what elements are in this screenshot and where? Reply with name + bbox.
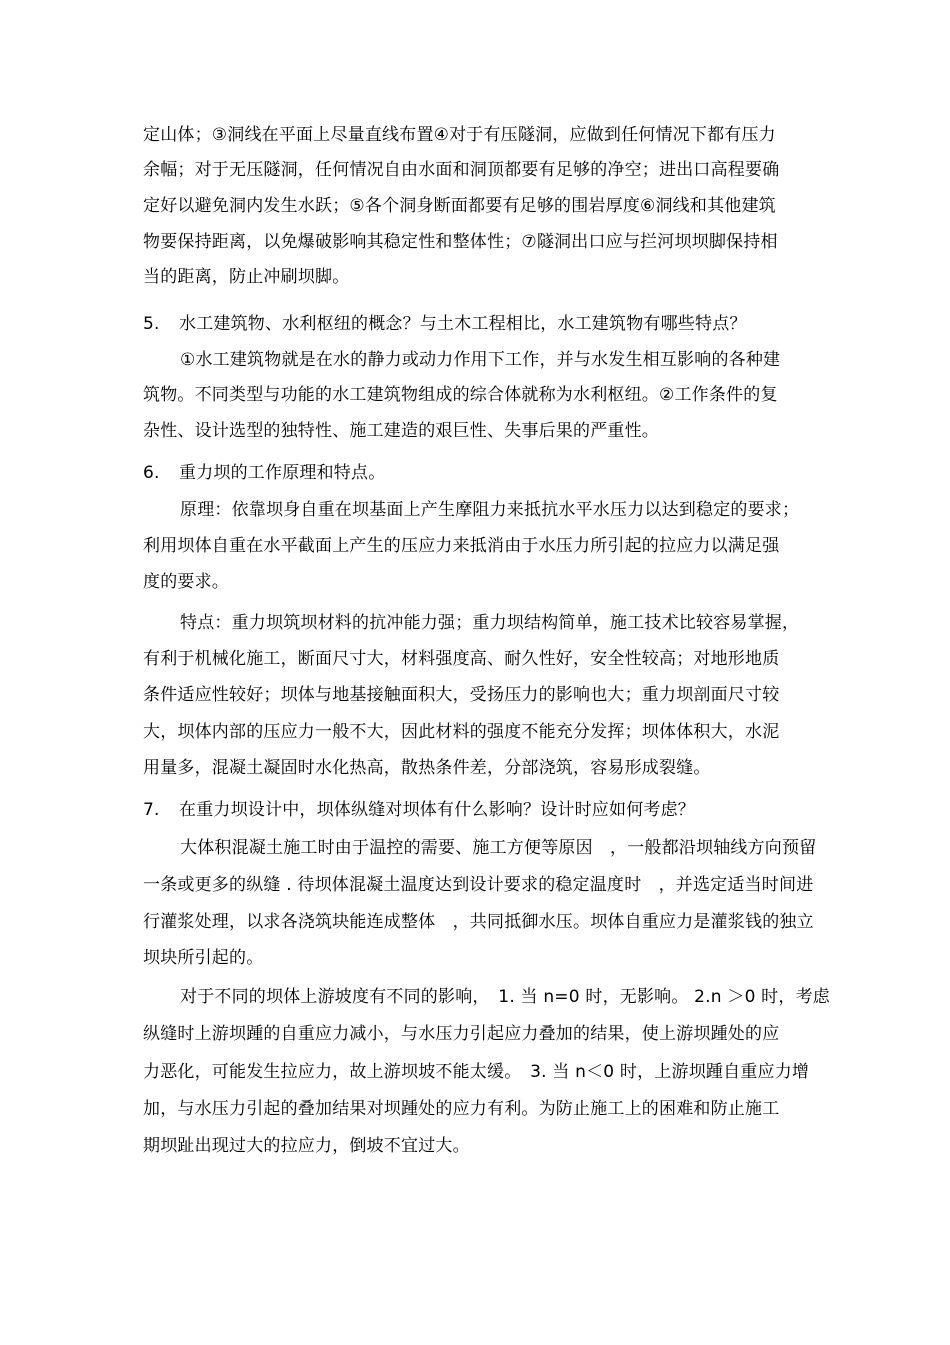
paragraph-line: 筑物。不同类型与功能的水工建筑物组成的综合体就称为水利枢纽。②工作条件的复	[143, 385, 778, 405]
question-text: 水工建筑物、水利枢纽的概念？与土木工程相比，水工建筑物有哪些特点？	[179, 314, 747, 334]
paragraph-line: 定山体；③洞线在平面上尽量直线布置④对于有压隧洞，应做到任何情况下都有压力	[143, 125, 776, 145]
paragraph-line: 杂性、设计选型的独特性、施工建造的艰巨性、失事后果的严重性。	[143, 421, 659, 441]
paragraph-line: 一条或更多的纵缝 . 待坝体混凝土温度达到设计要求的稳定温度时 ，并选定适当时间进	[143, 875, 814, 895]
paragraph-line: 坝块所引起的。	[143, 948, 264, 968]
paragraph-line: 度的要求。	[143, 572, 229, 592]
paragraph-line: 有利于机械化施工，断面尺寸大，材料强度高、耐久性好，安全性较高；对地形地质	[143, 649, 780, 669]
question-7	[143, 799, 695, 821]
paragraph-line: 纵缝时上游坝踵的自重应力减小，与水压力引起应力叠加的结果，使上游坝踵处的应	[143, 1024, 780, 1044]
question-number: 6.	[143, 463, 160, 483]
paragraph-line: 加，与水压力引起的叠加结果对坝踵处的应力有利。为防止施工上的困难和防止施工	[143, 1099, 780, 1119]
paragraph-line: ①水工建筑物就是在水的静力或动力作用下工作，并与水发生相互影响的各种建	[180, 350, 781, 370]
paragraph-line: 大，坝体内部的压应力一般不大，因此材料的强度不能充分发挥；坝体体积大，水泥	[143, 722, 780, 742]
paragraph-line: 定好以避免洞内发生水跃；⑤各个洞身断面都要有足够的围岩厚度⑥洞线和其他建筑	[143, 196, 776, 216]
paragraph-line: 用量多，混凝土凝固时水化热高，散热条件差，分部浇筑，容易形成裂缝。	[143, 758, 711, 778]
paragraph-line: 对于不同的坝体上游坡度有不同的影响， 1. 当 n=0 时，无影响。 2.n ＞0 时，考虑	[180, 987, 830, 1007]
paragraph-line: 力恶化，可能发生拉应力，故上游坝坡不能太缓。 3. 当 n＜0 时，上游坝踵自重应力增	[143, 1062, 810, 1082]
paragraph-line: 物要保持距离，以免爆破影响其稳定性和整体性；⑦隧洞出口应与拦河坝坝脚保持相	[143, 232, 778, 252]
question-number: 5.	[143, 314, 160, 334]
paragraph-line: 原理：依靠坝身自重在坝基面上产生摩阻力来抵抗水平水压力以达到稳定的要求；	[180, 500, 800, 520]
question-text: 在重力坝设计中，坝体纵缝对坝体有什么影响？设计时应如何考虑？	[179, 800, 695, 820]
question-number: 7.	[143, 800, 160, 820]
question-6	[143, 462, 385, 484]
question-text: 重力坝的工作原理和特点。	[179, 463, 386, 483]
paragraph-line: 大体积混凝土施工时由于温控的需要、施工方便等原因 ，一般都沿坝轴线方向预留	[180, 838, 817, 858]
question-5	[143, 313, 747, 335]
paragraph-line: 当的距离，防止冲刷坝脚。	[143, 267, 350, 287]
paragraph-line: 利用坝体自重在水平截面上产生的压应力来抵消由于水压力所引起的拉应力以满足强	[143, 536, 780, 556]
paragraph-line: 期坝趾出现过大的拉应力，倒坡不宜过大。	[143, 1136, 470, 1156]
paragraph-line: 特点：重力坝筑坝材料的抗冲能力强；重力坝结构简单，施工技术比较容易掌握，	[180, 613, 800, 633]
paragraph-line: 余幅；对于无压隧洞，任何情况自由水面和洞顶都要有足够的净空；进出口高程要确	[143, 160, 780, 180]
paragraph-line: 行灌浆处理，以求各浇筑块能连成整体 ，共同抵御水压。坝体自重应力是灌浆钱的独立	[143, 912, 814, 932]
paragraph-line: 条件适应性较好；坝体与地基接触面积大，受扬压力的影响也大；重力坝剖面尺寸较	[143, 685, 780, 705]
